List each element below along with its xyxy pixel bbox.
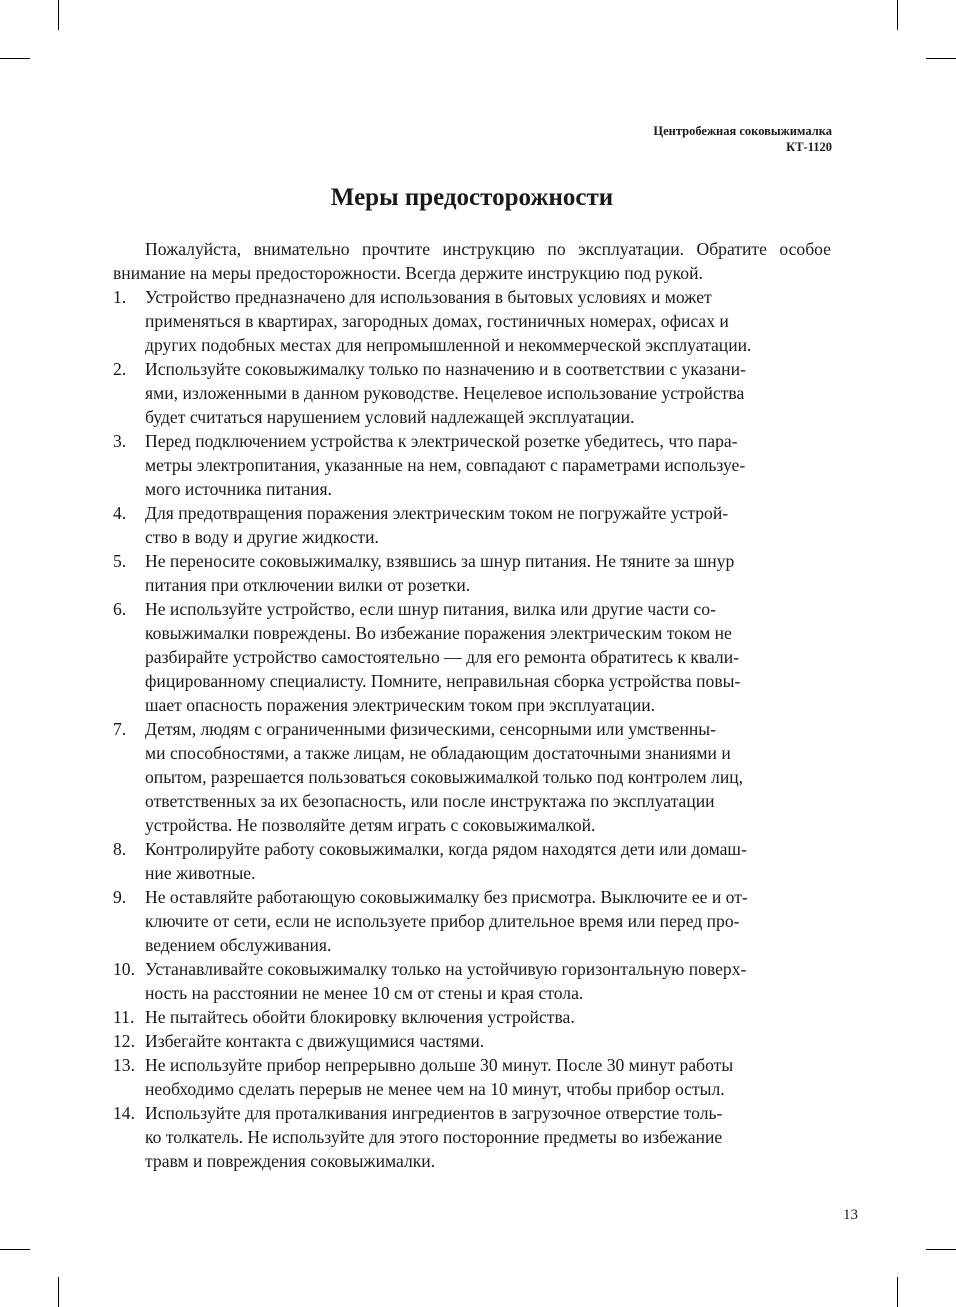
list-item-number: 1. (113, 287, 127, 307)
list-item-line: Не используйте устройство, если шнур питания, вилка или другие части со- (145, 599, 716, 619)
list-item-line: фицированному специалисту. Помните, неправильная сборка устройства повы- (145, 671, 741, 691)
list-item-number: 9. (113, 887, 127, 907)
list-item (113, 885, 831, 957)
list-item-line: необходимо сделать перерыв не менее чем на 10 минут, чтобы прибор остыл. (145, 1079, 725, 1099)
list-item-line: Не используйте прибор непрерывно дольше 30 минут. После 30 минут работы (145, 1055, 734, 1075)
list-item (113, 549, 831, 597)
list-item (113, 429, 831, 501)
list-item-number: 10. (113, 959, 135, 979)
list-item-number: 7. (113, 719, 127, 739)
list-item-line: опытом, разрешается пользоваться соковыжималкой только под контролем лиц, (145, 767, 744, 787)
list-item-line: ями, изложенными в данном руководстве. Нецелевое использование устройства (145, 383, 745, 403)
list-item (113, 1005, 831, 1029)
list-item (113, 717, 831, 837)
running-header (653, 123, 832, 155)
list-item-line: применяться в квартирах, загородных домах, гостиничных номерах, офисах и (145, 311, 729, 331)
list-item-line: ние животные. (145, 863, 256, 883)
crop-mark-bottom-left-horizontal (0, 1249, 30, 1250)
page-number: 13 (843, 1207, 858, 1223)
list-item-number: 12. (113, 1031, 135, 1051)
list-item-line: Контролируйте работу соковыжималки, когда рядом находятся дети или домаш- (145, 839, 747, 859)
list-item-number: 4. (113, 503, 127, 523)
list-item-number: 11. (113, 1007, 135, 1027)
list-item-line: метры электропитания, указанные на нем, совпадают с параметрами используе- (145, 455, 746, 475)
list-item-number: 2. (113, 359, 127, 379)
list-item-number: 8. (113, 839, 127, 859)
list-item (113, 1101, 831, 1173)
page-title: Меры предосторожности (330, 184, 614, 211)
list-item-line: ми способностями, а также лицам, не обладающим достаточными знаниями и (145, 743, 731, 763)
list-item-line: других подобных местах для непромышленной и некоммерческой эксплуатации. (145, 335, 752, 355)
list-item-line: Устанавливайте соковыжималку только на устойчивую горизонтальную поверх- (145, 959, 747, 979)
list-item-number: 3. (113, 431, 127, 451)
list-item-line: ключите от сети, если не используете прибор длительное время или перед про- (145, 911, 740, 931)
crop-mark-top-left-horizontal (0, 58, 30, 59)
list-item-line: Перед подключением устройства к электрической розетке убедитесь, что пара- (145, 431, 738, 451)
crop-mark-top-right-horizontal (926, 58, 956, 59)
list-item (113, 357, 831, 429)
list-item-line: Не переносите соковыжималку, взявшись за шнур питания. Не тяните за шнур (145, 551, 735, 571)
list-item (113, 501, 831, 549)
crop-mark-bottom-right-horizontal (926, 1249, 956, 1250)
list-item-line: ковыжималки повреждены. Во избежание поражения электрическим током не (145, 623, 732, 643)
list-item-line: Используйте соковыжималку только по назначению и в соответствии с указани- (145, 359, 746, 379)
precautions-list (113, 285, 831, 1173)
crop-mark-top-right-vertical (897, 0, 898, 30)
list-item-line: питания при отключении вилки от розетки. (145, 575, 471, 595)
list-item-line: Детям, людям с ограниченными физическими, сенсорными или умственны- (145, 719, 716, 739)
list-item (113, 285, 831, 357)
list-item-line: Не оставляйте работающую соковыжималку без присмотра. Выключите ее и от- (145, 887, 748, 907)
header-model: КТ-1120 (786, 140, 832, 154)
header-product-name: Центробежная соковыжималка (653, 124, 832, 138)
list-item-line: устройства. Не позволяйте детям играть с соковыжималкой. (145, 815, 596, 835)
list-item (113, 957, 831, 1005)
list-item-line: Используйте для проталкивания ингредиентов в загрузочное отверстие толь- (145, 1103, 723, 1123)
list-item-line: разбирайте устройство самостоятельно — для его ремонта обратитесь к квали- (145, 647, 739, 667)
list-item-line: шает опасность поражения электрическим током при эксплуатации. (145, 695, 656, 715)
list-item-line: будет считаться нарушением условий надлежащей эксплуатации. (145, 407, 635, 427)
list-item-line: Не пытайтесь обойти блокировку включения устройства. (145, 1007, 575, 1027)
list-item-line: Устройство предназначено для использования в бытовых условиях и может (145, 287, 712, 307)
list-item-number: 6. (113, 599, 127, 619)
list-item-line: ответственных за их безопасность, или после инструктажа по эксплуатации (145, 791, 715, 811)
list-item (113, 1053, 831, 1101)
intro-paragraph: Пожалуйста, внимательно прочтите инструкцию по эксплуатации. Обратите особое внимание на меры предосторожности. Всегда держите инструкцию под рукой. (113, 239, 831, 283)
crop-mark-top-left-vertical (58, 0, 59, 30)
list-item-number: 5. (113, 551, 127, 571)
list-item-line: Для предотвращения поражения электрическим током не погружайте устрой- (145, 503, 729, 523)
crop-mark-bottom-right-vertical (897, 1277, 898, 1307)
list-item-line: травм и повреждения соковыжималки. (145, 1151, 436, 1171)
list-item-line: мого источника питания. (145, 479, 332, 499)
list-item (113, 837, 831, 885)
crop-mark-bottom-left-vertical (58, 1277, 59, 1307)
list-item-line: ство в воду и другие жидкости. (145, 527, 379, 547)
list-item-line: ность на расстоянии не менее 10 см от стены и края стола. (145, 983, 584, 1003)
list-item (113, 1029, 831, 1053)
list-item-line: Избегайте контакта с движущимися частями. (145, 1031, 485, 1051)
list-item (113, 597, 831, 717)
list-item-number: 14. (113, 1103, 135, 1123)
list-item-number: 13. (113, 1055, 135, 1075)
list-item-line: ко толкатель. Не используйте для этого посторонние предметы во избежание (145, 1127, 723, 1147)
list-item-line: ведением обслуживания. (145, 935, 332, 955)
